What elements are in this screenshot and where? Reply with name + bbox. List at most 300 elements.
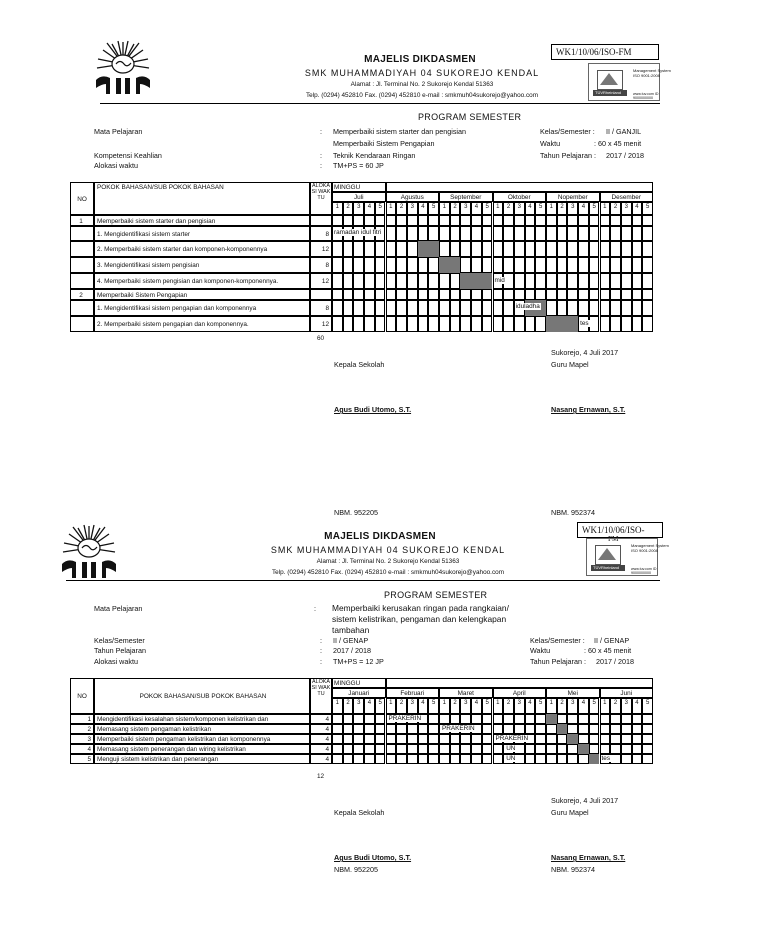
week-cell [600,289,611,300]
col-header-no: NO [70,678,94,714]
week-cell [386,289,397,300]
week-cell [567,754,578,764]
week-cell [332,273,343,289]
month-header: Februari [386,688,440,698]
week-cell [557,754,568,764]
schedule-shade [567,734,578,744]
week-cell [610,724,621,734]
row-alokasi: 4 [310,734,332,744]
week-cell [407,300,418,316]
week-cell [353,300,364,316]
week-cell [503,714,514,724]
week-cell [353,241,364,257]
week-cell [610,714,621,724]
week-cell [525,226,536,241]
week-cell [471,754,482,764]
tuv-triangle-icon [600,73,618,85]
week-cell [375,744,386,754]
week-number: 5 [589,202,600,215]
week-cell [428,215,439,226]
week-cell [503,724,514,734]
r-kelas-label: Kelas/Semester : [530,636,585,645]
week-cell [460,257,471,273]
week-cell [589,316,600,332]
schedule-note: iduladha [515,303,540,310]
month-header: April [493,688,547,698]
week-cell [535,714,546,724]
week-cell [525,289,536,300]
week-cell [610,300,621,316]
col-header-minggu: MINGGU [332,678,386,688]
week-number: 5 [642,202,653,215]
week-number: 4 [364,698,375,714]
week-number: 2 [343,698,354,714]
week-cell [546,241,557,257]
kelas-value: II / GANJIL [606,127,642,136]
week-cell [600,300,611,316]
week-cell [460,226,471,241]
week-cell [610,289,621,300]
month-header: Januari [332,688,386,698]
row-alokasi: 4 [310,714,332,724]
week-number: 3 [621,698,632,714]
week-cell [450,241,461,257]
week-cell [439,754,450,764]
week-cell [589,714,600,724]
week-cell [525,273,536,289]
week-cell [460,316,471,332]
week-cell [343,744,354,754]
week-cell [439,215,450,226]
week-cell [642,289,653,300]
week-cell [460,300,471,316]
doc-code-cont: FM [608,535,619,543]
mapel-label: Mata Pelajaran [94,127,143,136]
week-cell [493,257,504,273]
alok-label: Alokasi waktu [94,161,138,170]
week-cell [396,734,407,744]
week-cell [332,289,343,300]
week-cell [610,257,621,273]
schedule-note: PRAKERIN [442,725,475,732]
week-cell [600,714,611,724]
week-cell [642,734,653,744]
week-cell [557,289,568,300]
week-cell [567,744,578,754]
week-number: 4 [364,202,375,215]
week-cell [557,226,568,241]
week-cell [546,300,557,316]
week-cell [353,257,364,273]
week-number: 1 [386,698,397,714]
tuv-triangle-icon [598,548,616,560]
week-cell [460,215,471,226]
week-cell [503,316,514,332]
week-cell [621,300,632,316]
header-rule [100,103,660,104]
week-cell [642,754,653,764]
week-cell [600,273,611,289]
schedule-note: PRAKERIN [495,735,529,742]
week-cell [332,300,343,316]
week-cell [482,714,493,724]
week-cell [375,257,386,273]
header-contact: Telp. (0294) 452810 Fax. (0294) 452810 e-mail : smkmuh04sukorejo@yahoo.com [271,569,505,576]
doc-code: WK1/10/06/ISO- [577,522,663,538]
week-cell [621,754,632,764]
week-cell [600,724,611,734]
week-cell [546,754,557,764]
week-cell [471,241,482,257]
table-total: 60 [317,335,325,342]
week-cell [353,289,364,300]
week-cell [482,754,493,764]
week-cell [514,257,525,273]
right-role: Guru Mapel [551,808,589,817]
col-header-minggu: MINGGU [332,182,386,192]
colon: : [320,151,322,160]
week-cell [471,226,482,241]
colon: : [314,604,316,613]
tahun-label: Tahun Pelajaran [94,646,146,655]
row-alokasi: 12 [310,273,332,289]
week-cell [343,289,354,300]
month-header: Juni [600,688,654,698]
schedule-shade [578,744,589,754]
week-cell [589,215,600,226]
week-cell [450,754,461,764]
week-cell [386,300,397,316]
schedule-shade [557,724,568,734]
week-number: 1 [546,698,557,714]
week-cell [557,300,568,316]
week-cell [557,215,568,226]
tahun-value: 2017 / 2018 [333,646,371,655]
week-cell [514,273,525,289]
week-cell [353,724,364,734]
week-cell [450,226,461,241]
week-cell [353,714,364,724]
week-cell [493,241,504,257]
week-cell [343,316,354,332]
week-cell [578,273,589,289]
week-cell [450,289,461,300]
mapel-label: Mata Pelajaran [94,604,143,613]
right-nbm: NBM. 952374 [551,508,595,517]
right-name: Nasang Ernawan, S.T. [551,405,626,414]
week-number: 3 [621,202,632,215]
row-no [70,300,94,316]
colon: : [320,161,322,170]
week-number: 4 [578,202,589,215]
alok-value: TM+PS = 12 JP [333,657,384,666]
week-cell [407,734,418,744]
r-waktu-label: Waktu [530,646,551,655]
header-title: MAJELIS DIKDASMEN [364,54,476,65]
mapel-value-1: Memperbaiki kerusakan ringan pada rangkaian/ [332,603,509,613]
week-cell [535,744,546,754]
week-number: 2 [450,698,461,714]
week-number: 1 [332,698,343,714]
week-cell [364,215,375,226]
week-cell [375,289,386,300]
week-cell [353,316,364,332]
week-cell [621,241,632,257]
week-cell [621,289,632,300]
row-pokok: 2. Memperbaiki sistem starter dan komponen-komponennya [94,241,310,257]
week-cell [428,226,439,241]
tahun-value: 2017 / 2018 [606,151,644,160]
week-cell [439,289,450,300]
week-number: 2 [610,698,621,714]
row-pokok: 1. Mengidentifikasi sistem starter [94,226,310,241]
alok-label: Alokasi waktu [94,657,138,666]
week-cell [578,226,589,241]
row-alokasi: 4 [310,754,332,764]
week-cell [418,215,429,226]
row-pokok: Memasang sistem penerangan dan wiring kelistrikan [94,744,310,754]
row-no [70,316,94,332]
row-alokasi: 4 [310,744,332,754]
week-number: 1 [600,698,611,714]
week-cell [493,226,504,241]
week-cell [332,714,343,724]
week-number: 2 [503,698,514,714]
week-cell [578,734,589,744]
week-cell [535,316,546,332]
week-cell [503,289,514,300]
week-number: 2 [343,202,354,215]
week-cell [450,734,461,744]
week-number: 1 [493,202,504,215]
week-cell [450,215,461,226]
row-alokasi: 4 [310,724,332,734]
week-cell [493,316,504,332]
week-number: 1 [546,202,557,215]
header-contact: Telp. (0294) 452810 Fax. (0294) 452810 e-mail : smkmuh04sukorejo@yahoo.com [305,92,539,99]
week-cell [493,724,504,734]
row-alokasi [310,215,332,226]
row-pokok: 1. Mengidentifikasi sistem pengapian dan komponennya [94,300,310,316]
week-number: 3 [407,698,418,714]
week-cell [557,744,568,754]
week-number: 3 [567,698,578,714]
week-cell [375,724,386,734]
week-cell [621,724,632,734]
week-cell [567,215,578,226]
week-cell [642,257,653,273]
week-cell [482,289,493,300]
week-cell [493,289,504,300]
week-cell [493,754,504,764]
tuv-band-text: TÜVRheinland [595,90,622,95]
week-cell [396,316,407,332]
week-cell [632,241,643,257]
kelas-label: Kelas/Semester : [540,127,595,136]
place-date: Sukorejo, 4 Juli 2017 [551,348,619,357]
iso-certificate-badge [588,63,671,101]
row-no: 1 [70,714,94,724]
mapel-value-2: sistem kelistrikan, pengaman dan kelengkapan [332,614,507,624]
week-cell [332,316,343,332]
schedule-note: UN [506,755,516,762]
week-cell [439,734,450,744]
week-cell [375,734,386,744]
week-cell [621,316,632,332]
week-cell [428,754,439,764]
week-cell [418,257,429,273]
week-cell [332,241,343,257]
week-cell [332,724,343,734]
week-cell [343,215,354,226]
week-cell [642,724,653,734]
colon: : [320,657,322,666]
tuv-band-text: TÜVRheinland [593,565,620,570]
week-cell [557,714,568,724]
week-cell [439,744,450,754]
r-tahun-value: 2017 / 2018 [596,657,634,666]
left-role: Kepala Sekolah [334,360,385,369]
week-cell [428,300,439,316]
week-cell [621,215,632,226]
week-cell [567,241,578,257]
col-header-alokasi: ALOKASI WAKTU [310,182,332,215]
week-cell [642,273,653,289]
mapel-value-1: Memperbaiki sistem starter dan pengisian [333,127,467,136]
week-cell [514,241,525,257]
week-cell [535,734,546,744]
week-cell [567,289,578,300]
row-no: 2 [70,289,94,300]
r-tahun-label: Tahun Pelajaran : [530,657,586,666]
week-cell [332,215,343,226]
week-cell [557,257,568,273]
row-pokok: Menguji sistem kelistrikan dan penerangan [94,754,310,764]
week-cell [332,734,343,744]
week-cell [514,226,525,241]
week-number: 2 [396,698,407,714]
month-header: Agustus [386,192,440,202]
week-cell [428,714,439,724]
week-cell [621,273,632,289]
week-cell [589,300,600,316]
week-cell [610,273,621,289]
week-cell [642,316,653,332]
week-cell [546,226,557,241]
schedule-shade [546,714,557,724]
week-cell [428,744,439,754]
week-cell [418,724,429,734]
left-name: Agus Budi Utomo, S.T. [334,853,412,862]
header-school: SMK MUHAMMADIYAH 04 SUKOREJO KENDAL [270,545,506,555]
month-header: Oktober [493,192,547,202]
week-number: 5 [642,698,653,714]
week-cell [589,734,600,744]
row-no: 3 [70,734,94,744]
week-cell [589,257,600,273]
week-cell [343,754,354,764]
row-no [70,257,94,273]
week-cell [621,744,632,754]
week-cell [535,273,546,289]
row-pokok: 2. Memperbaiki sistem pengapian dan komponennya. [94,316,310,332]
muhammadiyah-logo-icon [92,40,154,98]
komp-value: Teknik Kendaraan Ringan [333,151,416,160]
row-no: 4 [70,744,94,754]
week-cell [364,744,375,754]
week-cell [546,289,557,300]
week-number: 4 [632,698,643,714]
row-alokasi: 8 [310,226,332,241]
week-number: 5 [375,698,386,714]
week-cell [450,316,461,332]
week-cell [364,273,375,289]
week-cell [343,724,354,734]
week-cell [353,754,364,764]
week-cell [460,241,471,257]
week-number: 1 [439,698,450,714]
week-cell [364,241,375,257]
week-number: 2 [557,698,568,714]
row-no: 2 [70,724,94,734]
week-cell [589,226,600,241]
week-cell [407,744,418,754]
row-no [70,226,94,241]
muhammadiyah-logo-icon [58,524,120,582]
schedule-note: ramadan idul fitri [334,229,382,236]
week-cell [632,226,643,241]
week-cell [353,273,364,289]
week-number: 3 [567,202,578,215]
week-cell [428,273,439,289]
row-pokok: Memperbaiki sistem starter dan pengisian [94,215,310,226]
week-cell [578,300,589,316]
iso-title: Management System ISO 9001:2008 [631,543,669,553]
week-number: 4 [525,698,536,714]
week-cell [460,734,471,744]
iso-certificate-badge [586,538,669,576]
week-number: 1 [332,202,343,215]
week-number: 3 [460,202,471,215]
week-cell [482,724,493,734]
week-cell [482,744,493,754]
week-cell [578,724,589,734]
week-cell [503,257,514,273]
week-cell [375,300,386,316]
week-cell [375,316,386,332]
kelas-label: Kelas/Semester [94,636,145,645]
week-cell [600,257,611,273]
row-no [70,241,94,257]
week-cell [632,257,643,273]
week-cell [567,714,578,724]
week-cell [407,226,418,241]
week-cell [396,289,407,300]
schedule-note: PRAKERIN [388,715,422,722]
week-cell [471,257,482,273]
week-cell [610,316,621,332]
week-cell [589,241,600,257]
week-cell [386,226,397,241]
tahun-label: Tahun Pelajaran : [540,151,596,160]
row-pokok: Mengidentifikasi kesalahan sistem/komponen kelistrikan dan [94,714,310,724]
week-number: 3 [353,698,364,714]
week-cell [460,744,471,754]
header-address: Alamat : Jl. Terminal No. 2 Sukorejo Kendal 51363 [350,81,494,88]
mapel-value-2: Memperbaiki Sistem Pengapian [333,139,435,148]
week-cell [546,257,557,273]
right-nbm: NBM. 952374 [551,865,595,874]
